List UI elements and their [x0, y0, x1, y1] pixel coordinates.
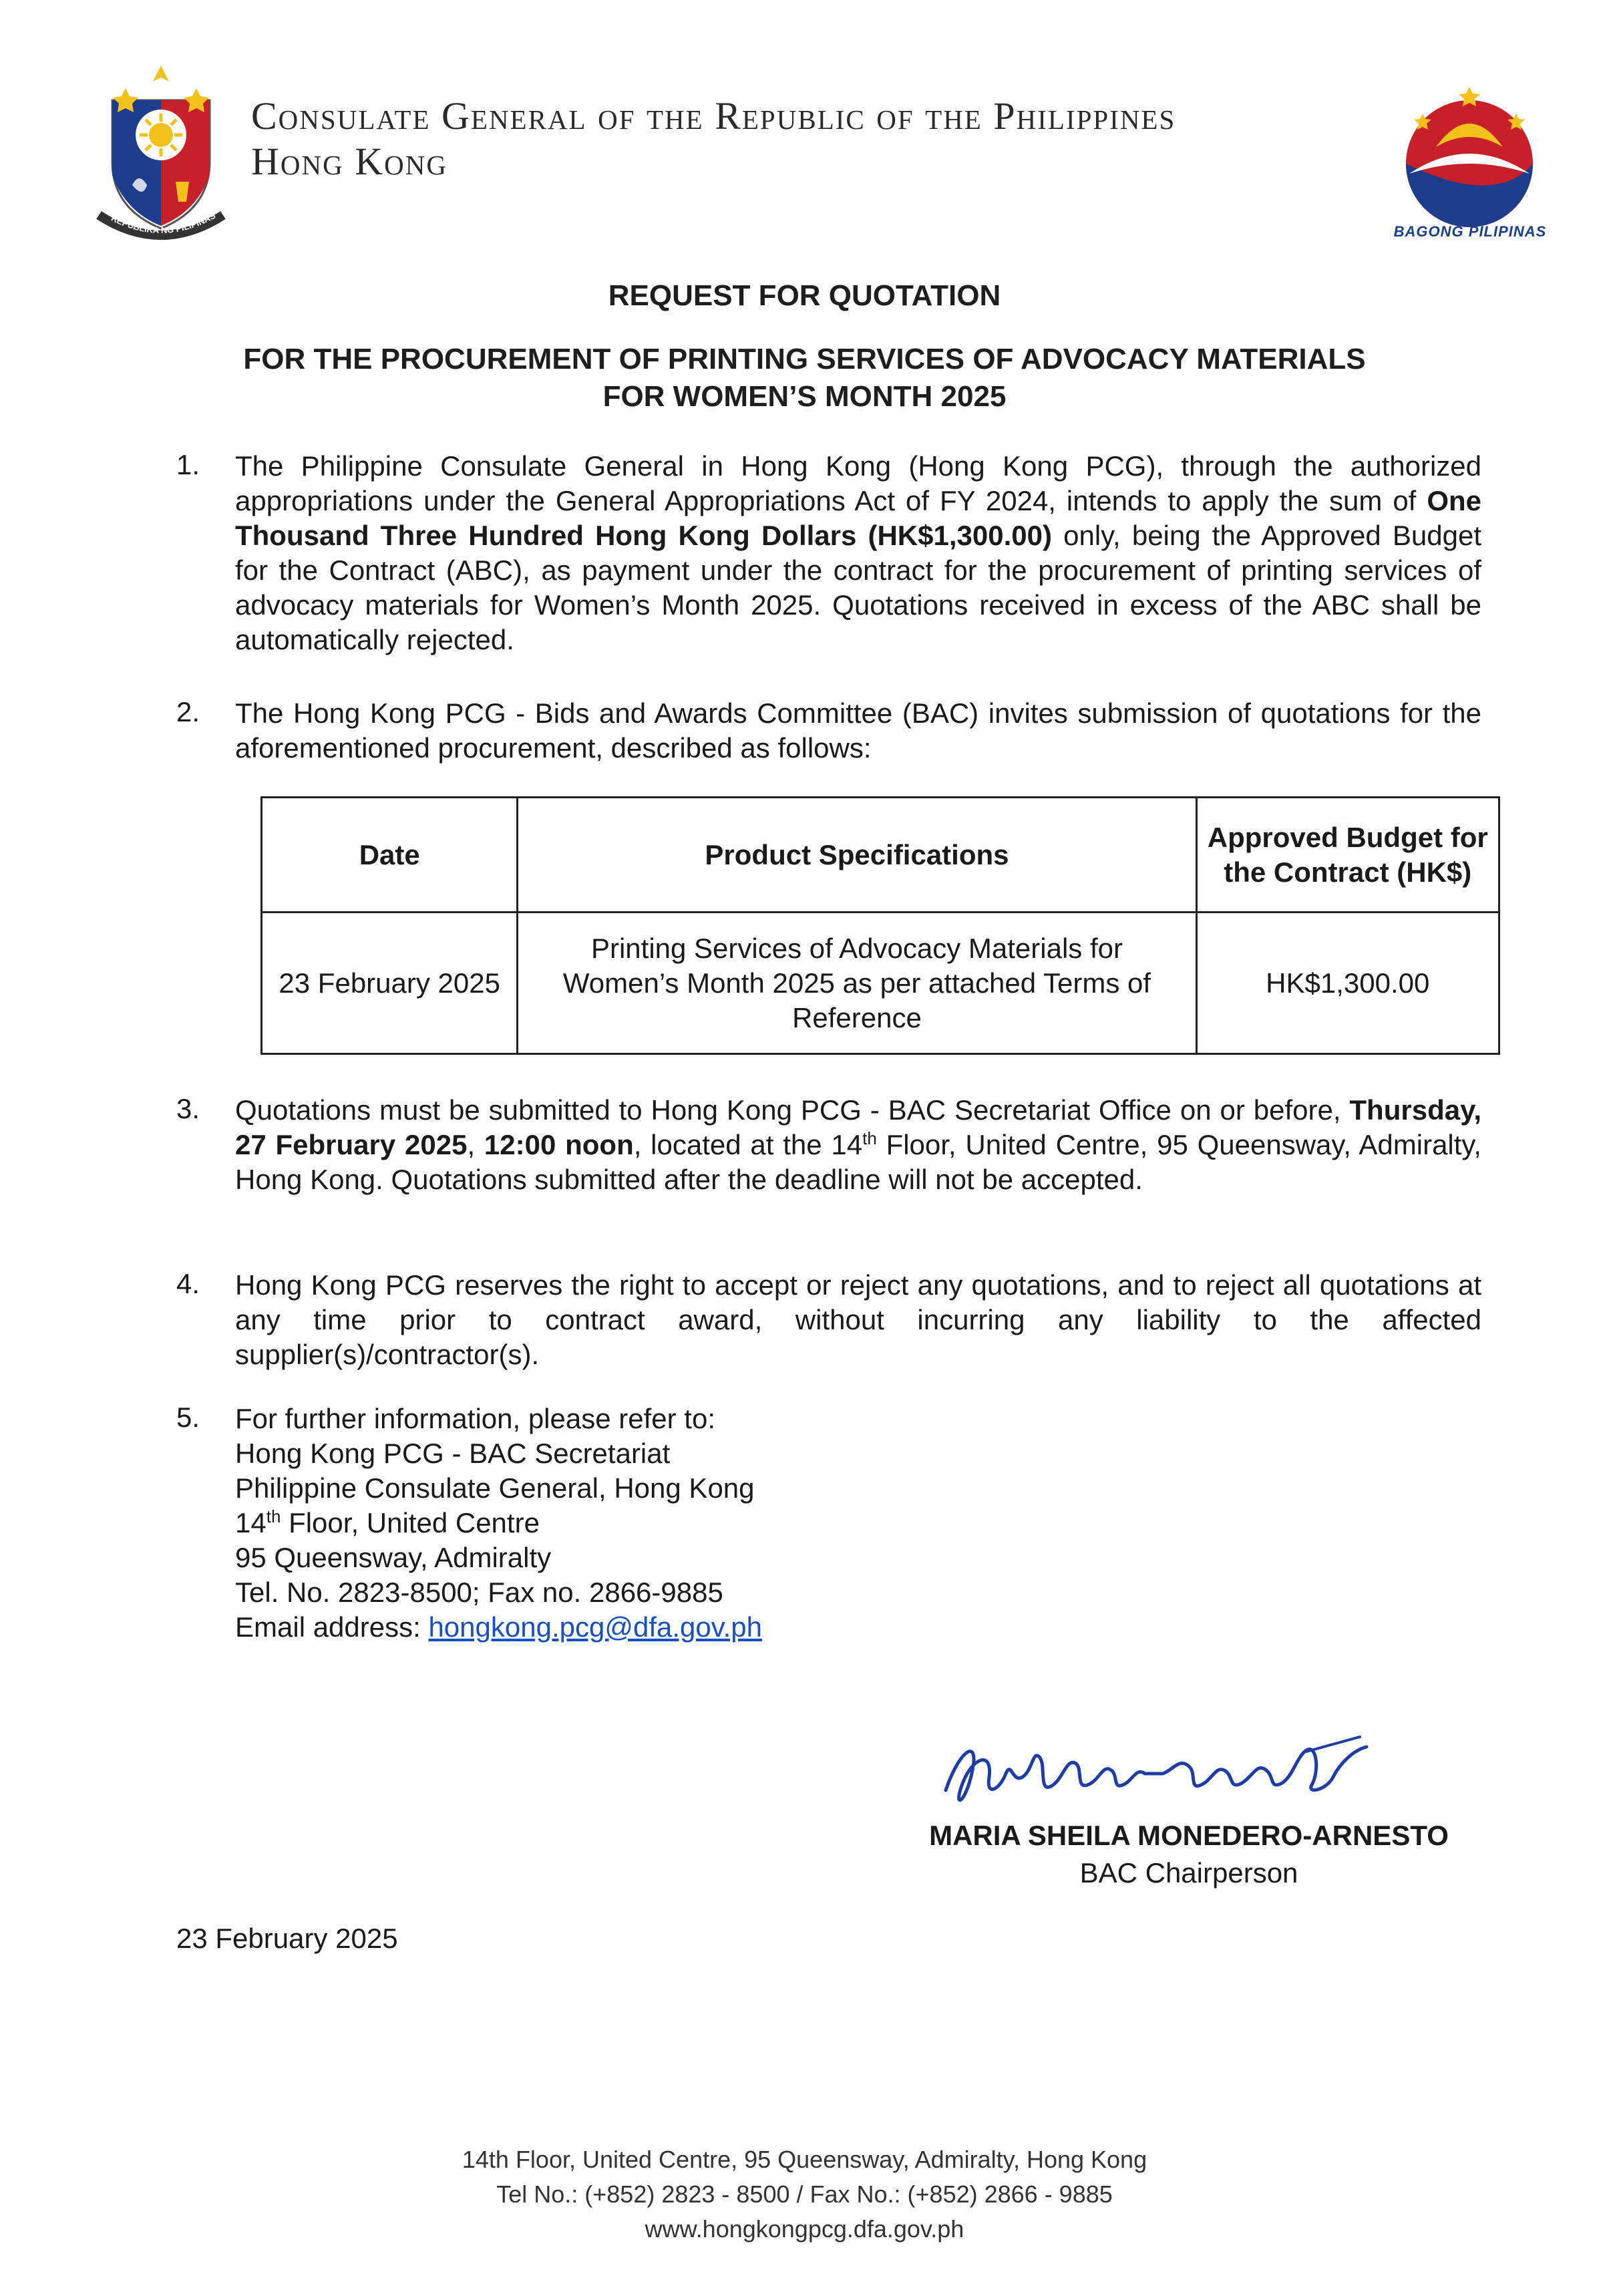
contact-street: 95 Queensway, Admiralty — [235, 1542, 552, 1573]
item-3-text-b: , located at the 14 — [633, 1129, 863, 1160]
item-1-paragraph — [235, 449, 1481, 657]
table-header-row — [262, 798, 1499, 913]
item-1-text-b: only, being the Approved Budget for the Contract (ABC), as payment under the contract for the procurement of printing services of advocacy materials for Women’s Month 2025. Quotations received in excess of the ABC shall be automatically rejected. — [235, 520, 1481, 655]
contact-email-line — [235, 1610, 762, 1645]
item-number-2: 2. — [176, 696, 200, 727]
document-subtitle — [0, 341, 1609, 416]
footer-website: www.hongkongpcg.dfa.gov.ph — [645, 2215, 964, 2243]
header-product-specifications: Product Specifications — [518, 798, 1196, 913]
document-title: REQUEST FOR QUOTATION — [608, 279, 1001, 312]
item-number-1: 1. — [176, 449, 200, 480]
cell-date: 23 February 2025 — [262, 913, 518, 1054]
contact-block — [235, 1402, 762, 1645]
item-3-sup: th — [862, 1128, 877, 1148]
contact-email-link[interactable]: hongkong.pcg@dfa.gov.ph — [428, 1611, 763, 1643]
header-date: Date — [262, 798, 518, 913]
letterhead-line1: Consulate General of the Republic of the Philippines — [251, 94, 1176, 138]
contact-floor — [235, 1506, 762, 1540]
footer-address: 14th Floor, United Centre, 95 Queensway, Admiralty, Hong Kong — [462, 2146, 1147, 2173]
letterhead — [251, 94, 1176, 184]
philippine-seal-logo — [85, 61, 236, 242]
item-3-deadline-time: 12:00 noon — [484, 1129, 634, 1160]
item-3-text-c: Floor, United Centre, 95 Queensway, Admiralty, Hong Kong. Quotations submitted after the deadline will not be accepted. — [235, 1129, 1481, 1195]
contact-org: Philippine Consulate General, Hong Kong — [235, 1472, 755, 1504]
header-approved-budget: Approved Budget for the Contract (HK$) — [1196, 798, 1499, 913]
signatory-role: BAC Chairperson — [1079, 1857, 1298, 1889]
contact-floor-num: 14 — [235, 1507, 266, 1538]
item-3-text-a: Quotations must be submitted to Hong Kong PCG - BAC Secretariat Office on or before, — [235, 1094, 1350, 1126]
item-number-4: 4. — [176, 1268, 200, 1299]
letterhead-line2: Hong Kong — [251, 140, 448, 183]
bagong-pilipinas-logo — [1389, 73, 1550, 240]
cell-product-specifications: Printing Services of Advocacy Materials for Women’s Month 2025 as per attached Terms of Reference — [518, 913, 1196, 1054]
signatory-name: MARIA SHEILA MONEDERO-ARNESTO — [929, 1820, 1449, 1851]
item-2-paragraph: The Hong Kong PCG - Bids and Awards Committee (BAC) invites submission of quotations for the aforementioned procurement, described as follows: — [235, 697, 1481, 764]
contact-email-label: Email address: — [235, 1611, 429, 1643]
subtitle-line2: FOR WOMEN’S MONTH 2025 — [602, 380, 1007, 413]
cell-approved-budget: HK$1,300.00 — [1196, 913, 1499, 1054]
document-date: 23 February 2025 — [176, 1923, 398, 1954]
seal-banner-text: REPUBLIKA NG PILIPINAS — [110, 210, 218, 236]
item-1-text-a: The Philippine Consulate General in Hong Kong (Hong Kong PCG), through the authorized appropriations under the General Appropriations Act of FY 2024, intends to apply the sum of — [235, 450, 1481, 516]
item-number-5: 5. — [176, 1402, 200, 1433]
contact-intro: For further information, please refer to: — [235, 1403, 715, 1434]
handwritten-signature — [932, 1710, 1400, 1824]
footer-tel: Tel No.: (+852) 2823 - 8500 / Fax No.: (+852) 2866 - 9885 — [496, 2180, 1113, 2208]
item-1-amount: One Thousand Three Hundred Hong Kong Dollars (HK$1,300.00) — [235, 485, 1481, 551]
item-number-3: 3. — [176, 1093, 200, 1124]
item-3-paragraph — [235, 1093, 1481, 1197]
bagong-pilipinas-text: BAGONG PILIPINAS — [1393, 223, 1547, 240]
item-3-deadline-date: Thursday, 27 February 2025 — [235, 1094, 1481, 1160]
contact-floor-rest: Floor, United Centre — [281, 1507, 540, 1538]
item-3-text-mid: , — [467, 1129, 484, 1160]
contact-phone: Tel. No. 2823-8500; Fax no. 2866-9885 — [235, 1577, 723, 1608]
item-4-paragraph: Hong Kong PCG reserves the right to accept or reject any quotations, and to reject all quotations at any time prior to contract award, without incurring any liability to the affected supplier(s)/contractor(s). — [235, 1269, 1481, 1370]
subtitle-line1: FOR THE PROCUREMENT OF PRINTING SERVICES OF ADVOCACY MATERIALS — [243, 343, 1366, 375]
table-row — [262, 913, 1499, 1054]
contact-office: Hong Kong PCG - BAC Secretariat — [235, 1438, 671, 1469]
procurement-table — [260, 796, 1500, 1055]
contact-floor-sup: th — [266, 1506, 281, 1526]
